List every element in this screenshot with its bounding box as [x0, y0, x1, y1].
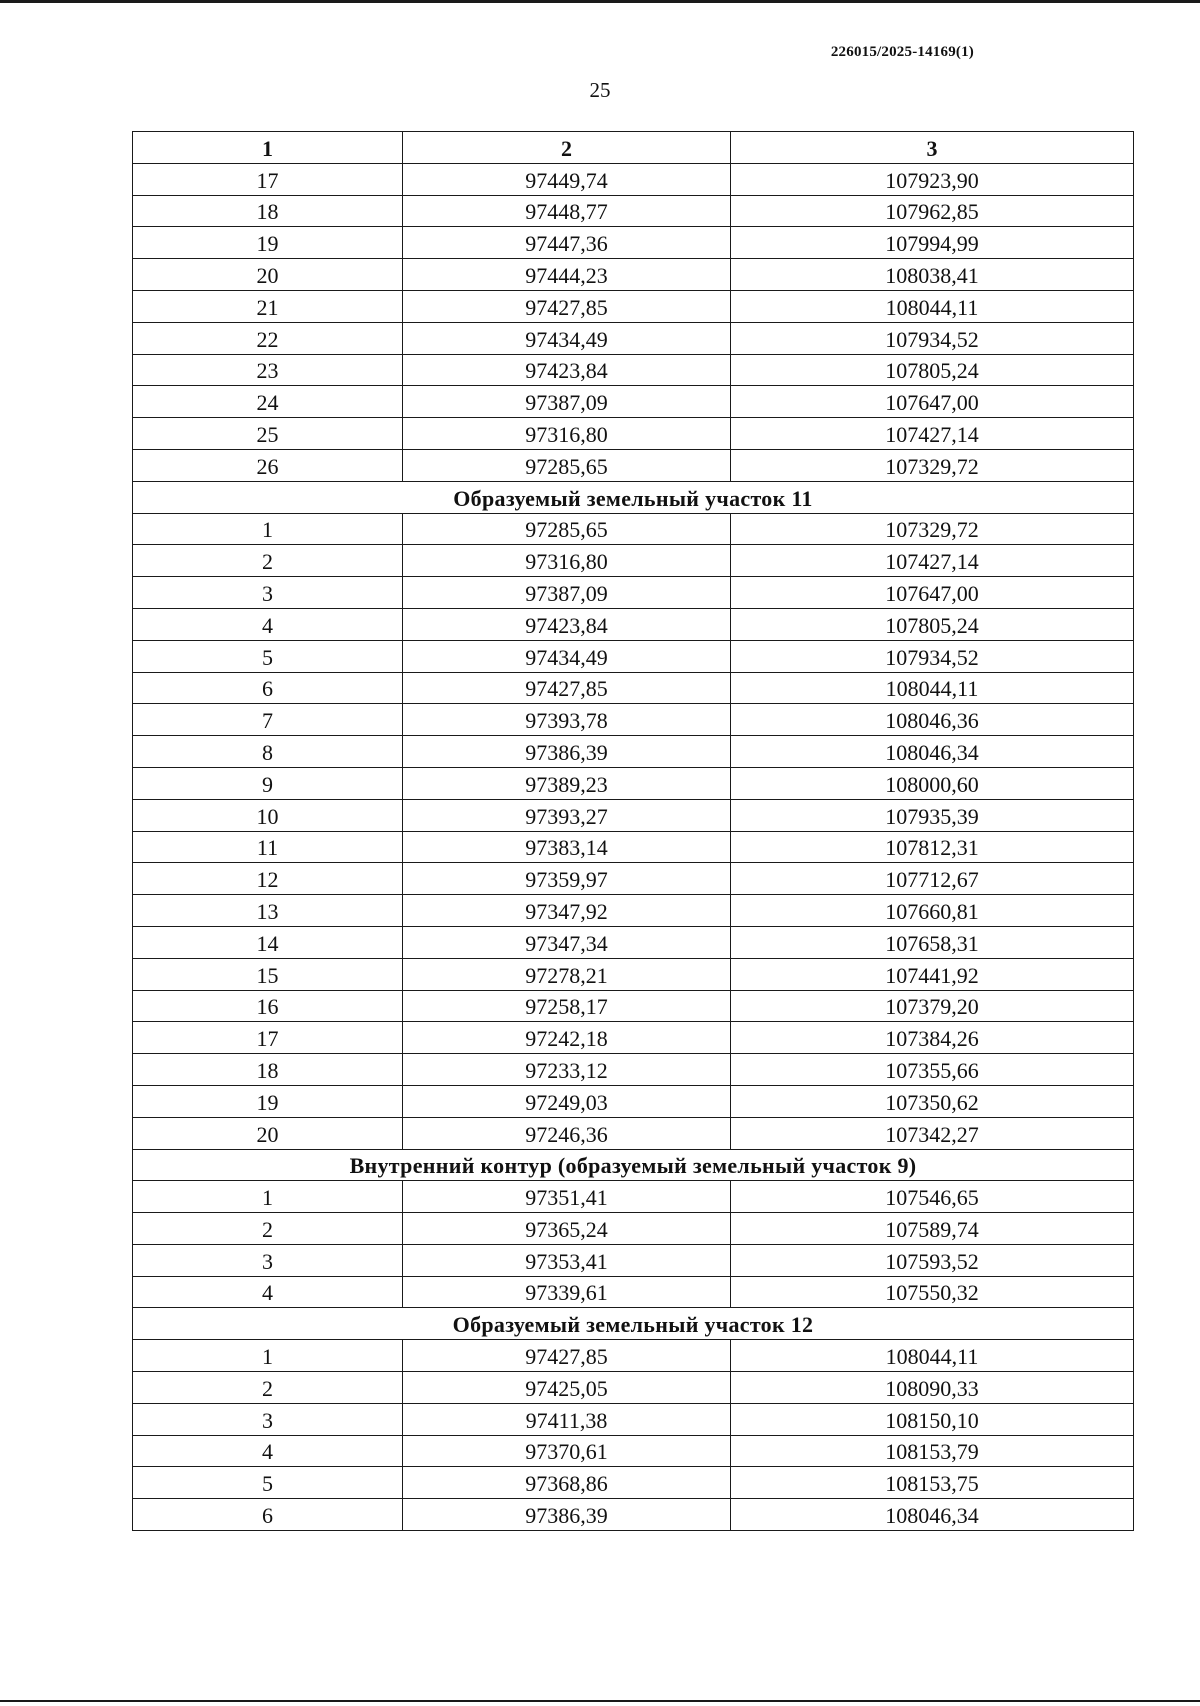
section-title: Внутренний контур (образуемый земельный участок 9) [133, 1149, 1134, 1181]
point-number-cell: 3 [133, 1403, 403, 1435]
x-coordinate-cell: 97242,18 [403, 1022, 731, 1054]
y-coordinate-cell: 108090,33 [731, 1372, 1134, 1404]
column-header-point-number: 1 [133, 132, 403, 164]
y-coordinate-cell: 108046,34 [731, 736, 1134, 768]
x-coordinate-cell: 97427,85 [403, 1340, 731, 1372]
table-row [133, 958, 1134, 990]
table-row [133, 799, 1134, 831]
point-number-cell: 18 [133, 195, 403, 227]
table-row [133, 640, 1134, 672]
x-coordinate-cell: 97285,65 [403, 513, 731, 545]
table-row [133, 513, 1134, 545]
table-row [133, 449, 1134, 481]
y-coordinate-cell: 107812,31 [731, 831, 1134, 863]
x-coordinate-cell: 97447,36 [403, 227, 731, 259]
point-number-cell: 20 [133, 259, 403, 291]
y-coordinate-cell: 107647,00 [731, 577, 1134, 609]
y-coordinate-cell: 108000,60 [731, 767, 1134, 799]
section-title: Образуемый земельный участок 12 [133, 1308, 1134, 1340]
y-coordinate-cell: 107427,14 [731, 418, 1134, 450]
y-coordinate-cell: 108153,75 [731, 1467, 1134, 1499]
table-row [133, 322, 1134, 354]
x-coordinate-cell: 97383,14 [403, 831, 731, 863]
point-number-cell: 4 [133, 608, 403, 640]
x-coordinate-cell: 97365,24 [403, 1213, 731, 1245]
point-number-cell: 22 [133, 322, 403, 354]
point-number-cell: 24 [133, 386, 403, 418]
x-coordinate-cell: 97285,65 [403, 449, 731, 481]
column-header-x: 2 [403, 132, 731, 164]
x-coordinate-cell: 97411,38 [403, 1403, 731, 1435]
table-row [133, 163, 1134, 195]
y-coordinate-cell: 107329,72 [731, 513, 1134, 545]
x-coordinate-cell: 97368,86 [403, 1467, 731, 1499]
table-row [133, 1340, 1134, 1372]
table-row [133, 1213, 1134, 1245]
x-coordinate-cell: 97448,77 [403, 195, 731, 227]
x-coordinate-cell: 97387,09 [403, 577, 731, 609]
x-coordinate-cell: 97249,03 [403, 1085, 731, 1117]
y-coordinate-cell: 107329,72 [731, 449, 1134, 481]
point-number-cell: 20 [133, 1117, 403, 1149]
column-header-y: 3 [731, 132, 1134, 164]
x-coordinate-cell: 97386,39 [403, 1499, 731, 1531]
x-coordinate-cell: 97347,92 [403, 895, 731, 927]
point-number-cell: 19 [133, 1085, 403, 1117]
section-row [133, 1308, 1134, 1340]
point-number-cell: 12 [133, 863, 403, 895]
table-row [133, 1435, 1134, 1467]
table-row [133, 704, 1134, 736]
x-coordinate-cell: 97427,85 [403, 290, 731, 322]
point-number-cell: 3 [133, 1244, 403, 1276]
x-coordinate-cell: 97316,80 [403, 545, 731, 577]
y-coordinate-cell: 108046,36 [731, 704, 1134, 736]
table-row [133, 1499, 1134, 1531]
y-coordinate-cell: 107935,39 [731, 799, 1134, 831]
y-coordinate-cell: 107589,74 [731, 1213, 1134, 1245]
table-row [133, 259, 1134, 291]
bottom-border-line [0, 1700, 1200, 1702]
y-coordinate-cell: 107660,81 [731, 895, 1134, 927]
point-number-cell: 2 [133, 1372, 403, 1404]
table-row [133, 1085, 1134, 1117]
coordinates-table [132, 131, 1134, 1531]
x-coordinate-cell: 97359,97 [403, 863, 731, 895]
table-row [133, 736, 1134, 768]
y-coordinate-cell: 107805,24 [731, 354, 1134, 386]
x-coordinate-cell: 97258,17 [403, 990, 731, 1022]
table-body [133, 163, 1134, 1530]
point-number-cell: 6 [133, 672, 403, 704]
point-number-cell: 19 [133, 227, 403, 259]
x-coordinate-cell: 97427,85 [403, 672, 731, 704]
x-coordinate-cell: 97339,61 [403, 1276, 731, 1308]
point-number-cell: 25 [133, 418, 403, 450]
point-number-cell: 10 [133, 799, 403, 831]
table-row [133, 195, 1134, 227]
table-row [133, 608, 1134, 640]
point-number-cell: 11 [133, 831, 403, 863]
x-coordinate-cell: 97233,12 [403, 1054, 731, 1086]
table-row [133, 1054, 1134, 1086]
table-row [133, 577, 1134, 609]
y-coordinate-cell: 107647,00 [731, 386, 1134, 418]
section-row [133, 1149, 1134, 1181]
y-coordinate-cell: 107342,27 [731, 1117, 1134, 1149]
x-coordinate-cell: 97351,41 [403, 1181, 731, 1213]
x-coordinate-cell: 97246,36 [403, 1117, 731, 1149]
point-number-cell: 14 [133, 926, 403, 958]
point-number-cell: 4 [133, 1276, 403, 1308]
x-coordinate-cell: 97434,49 [403, 322, 731, 354]
point-number-cell: 16 [133, 990, 403, 1022]
y-coordinate-cell: 107934,52 [731, 322, 1134, 354]
table-row [133, 990, 1134, 1022]
y-coordinate-cell: 108044,11 [731, 672, 1134, 704]
table-row [133, 926, 1134, 958]
point-number-cell: 17 [133, 1022, 403, 1054]
y-coordinate-cell: 107546,65 [731, 1181, 1134, 1213]
section-row [133, 481, 1134, 513]
point-number-cell: 15 [133, 958, 403, 990]
point-number-cell: 3 [133, 577, 403, 609]
y-coordinate-cell: 107441,92 [731, 958, 1134, 990]
x-coordinate-cell: 97423,84 [403, 354, 731, 386]
x-coordinate-cell: 97278,21 [403, 958, 731, 990]
top-border-line [0, 0, 1200, 3]
y-coordinate-cell: 107923,90 [731, 163, 1134, 195]
x-coordinate-cell: 97316,80 [403, 418, 731, 450]
x-coordinate-cell: 97423,84 [403, 608, 731, 640]
point-number-cell: 9 [133, 767, 403, 799]
x-coordinate-cell: 97387,09 [403, 386, 731, 418]
table-row [133, 1276, 1134, 1308]
table-row [133, 545, 1134, 577]
table-row [133, 418, 1134, 450]
x-coordinate-cell: 97386,39 [403, 736, 731, 768]
point-number-cell: 5 [133, 640, 403, 672]
y-coordinate-cell: 107384,26 [731, 1022, 1134, 1054]
table-row [133, 1467, 1134, 1499]
y-coordinate-cell: 107712,67 [731, 863, 1134, 895]
table-row [133, 1181, 1134, 1213]
x-coordinate-cell: 97347,34 [403, 926, 731, 958]
x-coordinate-cell: 97393,78 [403, 704, 731, 736]
table-row [133, 863, 1134, 895]
table-row [133, 1022, 1134, 1054]
y-coordinate-cell: 107658,31 [731, 926, 1134, 958]
point-number-cell: 13 [133, 895, 403, 927]
table-row [133, 895, 1134, 927]
point-number-cell: 4 [133, 1435, 403, 1467]
point-number-cell: 21 [133, 290, 403, 322]
table-row [133, 1403, 1134, 1435]
y-coordinate-cell: 107593,52 [731, 1244, 1134, 1276]
x-coordinate-cell: 97444,23 [403, 259, 731, 291]
y-coordinate-cell: 107355,66 [731, 1054, 1134, 1086]
point-number-cell: 1 [133, 1340, 403, 1372]
y-coordinate-cell: 108044,11 [731, 1340, 1134, 1372]
point-number-cell: 8 [133, 736, 403, 768]
table-row [133, 1372, 1134, 1404]
x-coordinate-cell: 97425,05 [403, 1372, 731, 1404]
point-number-cell: 1 [133, 513, 403, 545]
point-number-cell: 7 [133, 704, 403, 736]
table-row [133, 354, 1134, 386]
section-title: Образуемый земельный участок 11 [133, 481, 1134, 513]
point-number-cell: 6 [133, 1499, 403, 1531]
y-coordinate-cell: 107350,62 [731, 1085, 1134, 1117]
table-row [133, 1244, 1134, 1276]
y-coordinate-cell: 107427,14 [731, 545, 1134, 577]
table-row [133, 672, 1134, 704]
point-number-cell: 26 [133, 449, 403, 481]
y-coordinate-cell: 108044,11 [731, 290, 1134, 322]
document-id: 226015/2025-14169(1) [830, 44, 974, 60]
table-row [133, 767, 1134, 799]
table-row [133, 227, 1134, 259]
x-coordinate-cell: 97353,41 [403, 1244, 731, 1276]
table-row [133, 831, 1134, 863]
x-coordinate-cell: 97449,74 [403, 163, 731, 195]
point-number-cell: 18 [133, 1054, 403, 1086]
table-row [133, 1117, 1134, 1149]
point-number-cell: 17 [133, 163, 403, 195]
point-number-cell: 2 [133, 1213, 403, 1245]
x-coordinate-cell: 97393,27 [403, 799, 731, 831]
page-number: 25 [589, 78, 611, 102]
y-coordinate-cell: 107934,52 [731, 640, 1134, 672]
x-coordinate-cell: 97370,61 [403, 1435, 731, 1467]
table-row [133, 386, 1134, 418]
y-coordinate-cell: 108038,41 [731, 259, 1134, 291]
point-number-cell: 5 [133, 1467, 403, 1499]
table-header-row [133, 132, 1134, 164]
y-coordinate-cell: 108153,79 [731, 1435, 1134, 1467]
y-coordinate-cell: 107994,99 [731, 227, 1134, 259]
x-coordinate-cell: 97389,23 [403, 767, 731, 799]
point-number-cell: 2 [133, 545, 403, 577]
table-row [133, 290, 1134, 322]
y-coordinate-cell: 107805,24 [731, 608, 1134, 640]
x-coordinate-cell: 97434,49 [403, 640, 731, 672]
point-number-cell: 1 [133, 1181, 403, 1213]
y-coordinate-cell: 108150,10 [731, 1403, 1134, 1435]
y-coordinate-cell: 107550,32 [731, 1276, 1134, 1308]
y-coordinate-cell: 107379,20 [731, 990, 1134, 1022]
point-number-cell: 23 [133, 354, 403, 386]
y-coordinate-cell: 107962,85 [731, 195, 1134, 227]
y-coordinate-cell: 108046,34 [731, 1499, 1134, 1531]
